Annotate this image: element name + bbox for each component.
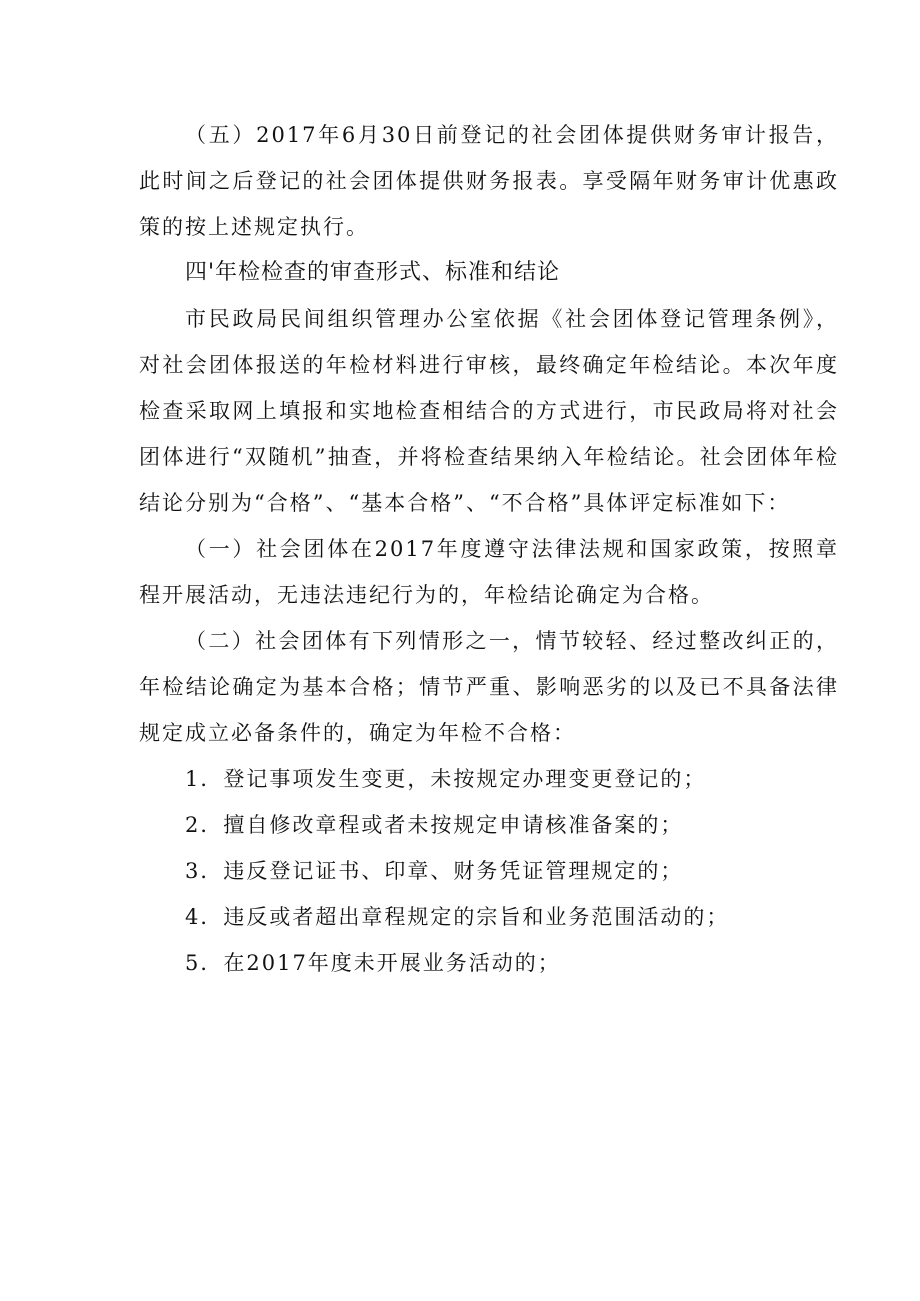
list-item-4: 4．违反或者超出章程规定的宗旨和业务范围活动的； [185,905,730,929]
list-item-5: 5．在2017年度未开展业务活动的； [185,951,561,975]
list-item-2: 2．擅自修改章程或者未按规定申请核准备案的； [185,813,684,837]
paragraph-intro: 市民政局民间组织管理办公室依据《社会团体登记管理条例》，对社会团体报送的年检材料进行审核，最终确定年检结论。本次年度检查采取网上填报和实地检查相结合的方式进行，市民政局将对社会团体进行“双随机”抽查，并将检查结果纳入年检结论。社会团体年检结论分别为“合格”、“基本合格”、“不合格”具体评定标准如下： [139,307,839,515]
list-item-1: 1．登记事项发生变更，未按规定办理变更登记的； [185,767,707,791]
paragraph-item-2: （二）社会团体有下列情形之一，情节较轻、经过整改纠正的，年检结论确定为基本合格；情节严重、影响恶劣的以及已不具备法律规定成立必备条件的，确定为年检不合格： [139,629,839,745]
paragraph-item-5: （五）2017年6月30日前登记的社会团体提供财务审计报告，此时间之后登记的社会团体提供财务报表。享受隔年财务审计优惠政策的按上述规定执行。 [139,123,839,239]
paragraph-item-1: （一）社会团体在2017年度遵守法律法规和国家政策，按照章程开展活动，无违法违纪行为的，年检结论确定为合格。 [139,537,839,607]
section-heading: 四'年检检查的审查形式、标准和结论 [185,260,561,285]
document-body [139,112,839,986]
list-item-3: 3．违反登记证书、印章、财务凭证管理规定的； [185,859,684,883]
